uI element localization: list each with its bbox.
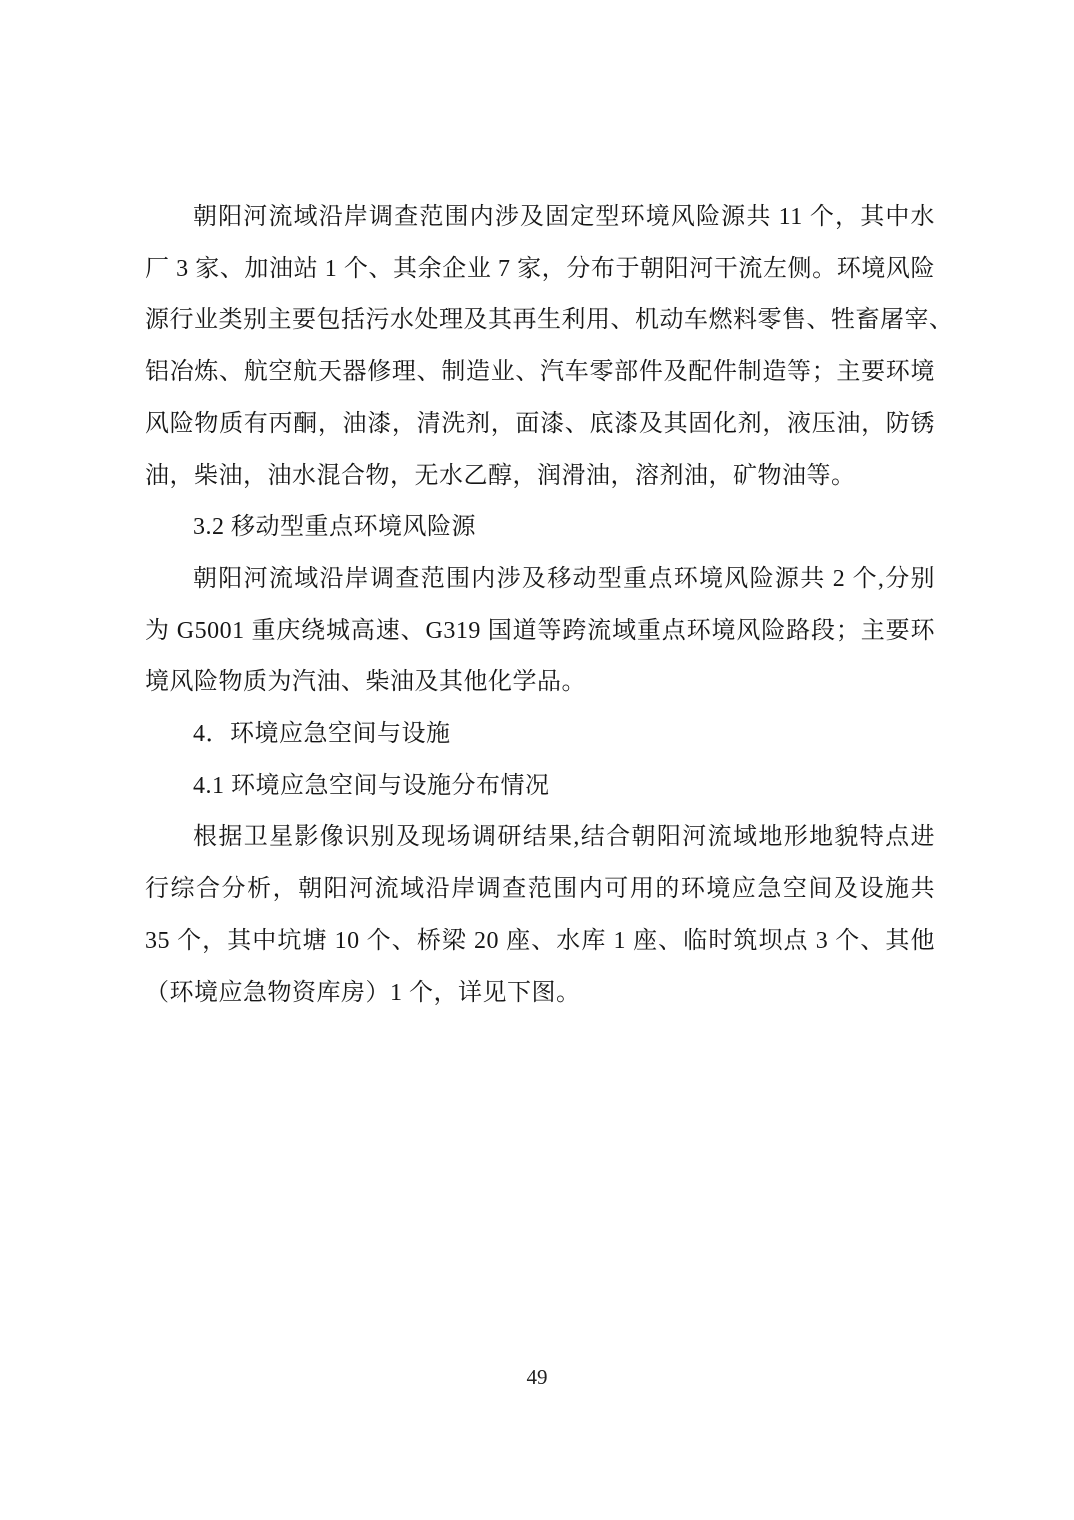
text-line: 境风险物质为汽油、柴油及其他化学品。	[145, 669, 586, 696]
heading-line: 4.1 环境应急空间与设施分布情况	[193, 772, 550, 799]
text-line: 为 G5001 重庆绕城高速、G319 国道等跨流域重点环境风险路段；主要环	[145, 617, 935, 644]
text-line: 源行业类别主要包括污水处理及其再生利用、机动车燃料零售、牲畜屠宰、	[145, 307, 954, 334]
text-line: 根据卫星影像识别及现场调研结果,结合朝阳河流域地形地貌特点进	[193, 824, 935, 851]
text-line: （环境应急物资库房）1 个，详见下图。	[145, 979, 581, 1006]
heading-line: 3.2 移动型重点环境风险源	[193, 514, 476, 541]
text-line: 朝阳河流域沿岸调查范围内涉及固定型环境风险源共 11 个，其中水	[193, 204, 935, 230]
text-line: 朝阳河流域沿岸调查范围内涉及移动型重点环境风险源共 2 个,分别	[193, 565, 935, 592]
document-body	[145, 192, 954, 1019]
text-line: 行综合分析，朝阳河流域沿岸调查范围内可用的环境应急空间及设施共	[145, 876, 935, 903]
text-line: 铝冶炼、航空航天器修理、制造业、汽车零部件及配件制造等；主要环境	[145, 359, 935, 386]
text-line: 35 个，其中坑塘 10 个、桥梁 20 座、水库 1 座、临时筑坝点 3 个、其他	[145, 927, 935, 954]
text-line: 厂 3 家、加油站 1 个、其余企业 7 家，分布于朝阳河干流左侧。环境风险	[145, 255, 935, 282]
heading-line: 4．环境应急空间与设施	[193, 721, 451, 748]
text-line: 油，柴油，油水混合物，无水乙醇，润滑油，溶剂油，矿物油等。	[145, 462, 856, 489]
text-line: 风险物质有丙酮，油漆，清洗剂，面漆、底漆及其固化剂，液压油，防锈	[145, 410, 935, 437]
page-number: 49	[526, 1365, 548, 1389]
page-footer	[0, 1363, 1074, 1391]
